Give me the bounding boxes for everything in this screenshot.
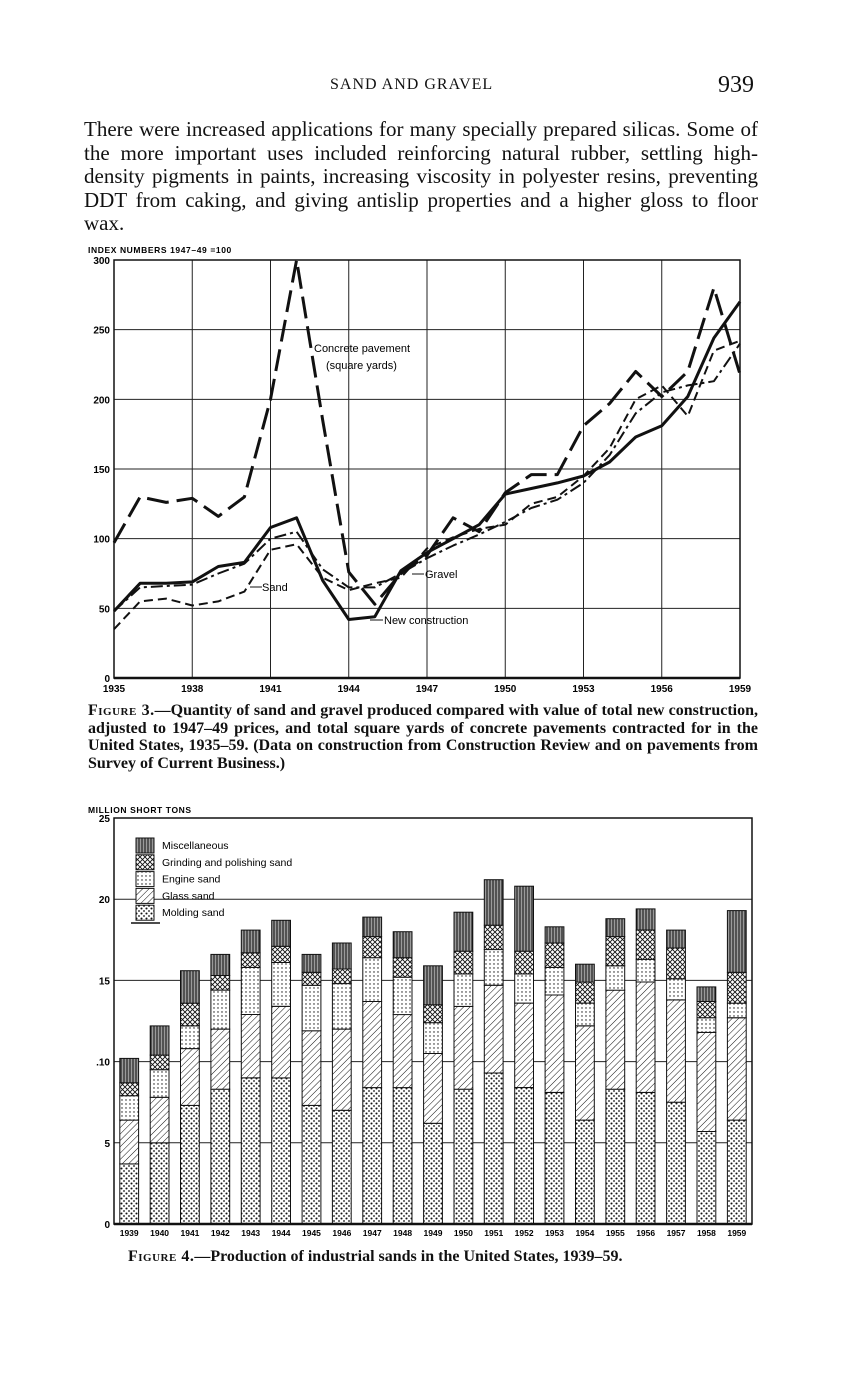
bar-segment-miscellaneous <box>241 930 260 953</box>
figure4-x-tick-label: 1945 <box>302 1228 321 1238</box>
figure3-y-tick-label: 50 <box>98 604 110 616</box>
bar-segment-grinding-and-polishing-sand <box>272 946 291 962</box>
bar-segment-grinding-and-polishing-sand <box>150 1055 169 1070</box>
figure4-x-tick-label: 1950 <box>453 1228 473 1238</box>
figure4-x-tick-label: 1940 <box>150 1228 170 1238</box>
figure3-x-tick-label: 1956 <box>650 684 673 695</box>
figure4-caption-text: —Production of industrial sands in the United States, 1939–59. <box>194 1248 623 1265</box>
figure4-x-tick-label: 1947 <box>362 1228 382 1238</box>
figure3-line-chart <box>0 240 864 695</box>
bar-segment-grinding-and-polishing-sand <box>211 976 230 991</box>
figure4-y-tick-label: 5 <box>104 1138 110 1150</box>
legend-label: Engine sand <box>162 873 221 886</box>
bar-segment-engine-sand <box>272 963 291 1007</box>
figure4-x-tick-label: 1959 <box>727 1228 747 1238</box>
figure3-label: Figure 3. <box>88 702 155 719</box>
bar-segment-molding-sand <box>636 1093 655 1225</box>
bar-segment-glass-sand <box>424 1054 443 1124</box>
figure3-y-tick-label: 0 <box>104 674 110 685</box>
bar-segment-molding-sand <box>545 1093 564 1225</box>
bar-segment-grinding-and-polishing-sand <box>484 925 503 949</box>
annotation-sand: Sand <box>262 582 288 594</box>
bar-segment-glass-sand <box>393 1015 412 1088</box>
bar-segment-grinding-and-polishing-sand <box>363 937 382 958</box>
bar-segment-molding-sand <box>241 1078 260 1224</box>
bar-segment-engine-sand <box>515 974 534 1003</box>
bar-segment-miscellaneous <box>393 932 412 958</box>
figure4-x-tick-label: 1941 <box>180 1228 200 1238</box>
figure4-x-tick-label: 1946 <box>332 1228 352 1238</box>
running-head: SAND AND GRAVEL <box>330 76 494 93</box>
bar-segment-glass-sand <box>272 1006 291 1078</box>
legend-swatch <box>136 888 154 903</box>
bar-segment-miscellaneous <box>181 971 200 1004</box>
bar-segment-miscellaneous <box>120 1058 139 1082</box>
bar-segment-miscellaneous <box>272 920 291 946</box>
bar-segment-glass-sand <box>636 982 655 1092</box>
bar-segment-engine-sand <box>484 950 503 986</box>
figure4-x-tick-label: 1953 <box>545 1228 564 1238</box>
bar-segment-engine-sand <box>241 967 260 1014</box>
bar-segment-glass-sand <box>211 1029 230 1089</box>
bar-segment-molding-sand <box>332 1110 351 1224</box>
bar-segment-molding-sand <box>181 1105 200 1224</box>
bar-segment-engine-sand <box>120 1096 139 1120</box>
bar-segment-engine-sand <box>697 1018 716 1033</box>
bar-segment-glass-sand <box>727 1018 746 1120</box>
legend-swatch <box>136 872 154 887</box>
bar-segment-molding-sand <box>363 1088 382 1224</box>
bar-segment-grinding-and-polishing-sand <box>697 1002 716 1018</box>
figure3-caption <box>88 702 758 772</box>
bar-segment-engine-sand <box>636 959 655 982</box>
figure4-x-tick-label: 1943 <box>241 1228 261 1238</box>
page-number: 939 <box>718 72 754 98</box>
bar-segment-miscellaneous <box>150 1026 169 1055</box>
bar-segment-molding-sand <box>515 1088 534 1224</box>
bar-segment-glass-sand <box>120 1120 139 1164</box>
figure4-caption <box>128 1248 778 1266</box>
bar-segment-grinding-and-polishing-sand <box>454 951 473 974</box>
annotation-gravel: Gravel <box>425 569 458 581</box>
figure3-y-tick-label: 250 <box>93 325 110 337</box>
bar-segment-grinding-and-polishing-sand <box>332 969 351 984</box>
legend-swatch <box>136 905 154 920</box>
bar-segment-engine-sand <box>727 1003 746 1018</box>
bar-segment-engine-sand <box>363 958 382 1002</box>
bar-segment-miscellaneous <box>484 880 503 926</box>
figure4-bars <box>120 880 746 1224</box>
bar-segment-miscellaneous <box>363 917 382 937</box>
legend-swatch <box>136 855 154 870</box>
bar-segment-molding-sand <box>424 1123 443 1224</box>
figure4-x-tick-label: 1944 <box>271 1228 291 1238</box>
figure3-x-tick-label: 1959 <box>728 684 752 695</box>
bar-segment-grinding-and-polishing-sand <box>576 982 595 1003</box>
bar-segment-glass-sand <box>697 1032 716 1131</box>
figure4-x-tick-label: 1955 <box>605 1228 625 1238</box>
bar-segment-grinding-and-polishing-sand <box>727 972 746 1003</box>
figure4-y-tick-label: 0 <box>104 1220 110 1231</box>
bar-segment-grinding-and-polishing-sand <box>667 948 686 979</box>
figure3-caption-text: —Quantity of sand and gravel produced compared with value of total new construction, adjusted to 1947–49 prices, and total square yards of concrete pavements contracted for in the United States, 1935–59. (Data on construction from Construction Review and on pavements from Survey of Current Business.) <box>88 702 759 772</box>
bar-segment-engine-sand <box>393 977 412 1014</box>
bar-segment-miscellaneous <box>515 886 534 951</box>
figure4-y-axis-label: MILLION SHORT TONS <box>88 805 192 815</box>
legend-label: Grinding and polishing sand <box>162 856 293 869</box>
bar-segment-glass-sand <box>454 1006 473 1089</box>
bar-segment-glass-sand <box>181 1049 200 1106</box>
bar-segment-molding-sand <box>484 1073 503 1224</box>
bar-segment-engine-sand <box>424 1023 443 1054</box>
bar-segment-glass-sand <box>576 1026 595 1120</box>
bar-segment-miscellaneous <box>424 966 443 1005</box>
bar-segment-engine-sand <box>332 984 351 1030</box>
figure3-y-tick-label: 100 <box>93 534 110 546</box>
bar-segment-engine-sand <box>211 990 230 1029</box>
body-paragraph: There were increased applications for many specially prepared silicas. Some of the more important uses included reinforcing natural rubber, settling high-density pigments in paints, increasing viscosity in polyester resins, preventing DDT from caking, and giving antislip properties and a higher gloss to floor wax. <box>84 117 758 235</box>
bar-segment-miscellaneous <box>636 909 655 930</box>
figure4-x-tick-label: 1958 <box>696 1228 716 1238</box>
bar-segment-grinding-and-polishing-sand <box>636 930 655 959</box>
bar-segment-glass-sand <box>363 1002 382 1088</box>
bar-segment-molding-sand <box>727 1120 746 1224</box>
bar-segment-grinding-and-polishing-sand <box>606 937 625 966</box>
bar-segment-molding-sand <box>211 1089 230 1224</box>
bar-segment-miscellaneous <box>211 954 230 975</box>
legend-label: Glass sand <box>162 890 215 903</box>
bar-segment-glass-sand <box>484 985 503 1073</box>
bar-segment-miscellaneous <box>332 943 351 969</box>
bar-segment-grinding-and-polishing-sand <box>424 1005 443 1023</box>
bar-segment-glass-sand <box>667 1000 686 1102</box>
bar-segment-glass-sand <box>332 1029 351 1110</box>
bar-segment-molding-sand <box>576 1120 595 1224</box>
bar-segment-molding-sand <box>120 1164 139 1224</box>
bar-segment-miscellaneous <box>454 912 473 951</box>
figure4-x-tick-label: 1952 <box>514 1228 534 1238</box>
bar-segment-miscellaneous <box>606 919 625 937</box>
figure4-x-tick-label: 1957 <box>666 1228 686 1238</box>
legend-swatch <box>136 838 154 853</box>
figure4-label: Figure 4. <box>128 1248 195 1265</box>
bar-segment-molding-sand <box>272 1078 291 1224</box>
figure4-y-tick-label: .10 <box>96 1057 110 1069</box>
figure3-x-tick-label: 1947 <box>415 684 439 695</box>
figure3-y-tick-label: 200 <box>93 395 110 407</box>
figure3-x-tick-label: 1938 <box>181 684 204 695</box>
figure3-x-tick-label: 1935 <box>102 684 126 695</box>
bar-segment-grinding-and-polishing-sand <box>302 972 321 985</box>
bar-segment-grinding-and-polishing-sand <box>393 958 412 978</box>
figure4-x-tick-label: 1948 <box>393 1228 413 1238</box>
bar-segment-glass-sand <box>150 1097 169 1143</box>
figure3-y-axis-label: INDEX NUMBERS 1947–49 =100 <box>88 245 232 255</box>
bar-segment-glass-sand <box>515 1003 534 1087</box>
figure4-x-tick-label: 1942 <box>210 1228 230 1238</box>
annotation-new-construction: New construction <box>384 615 469 627</box>
bar-segment-glass-sand <box>545 995 564 1092</box>
figure4-x-tick-label: 1951 <box>484 1228 504 1238</box>
bar-segment-molding-sand <box>150 1143 169 1224</box>
figure4-x-tick-label: 1949 <box>423 1228 443 1238</box>
legend-label: Miscellaneous <box>162 840 229 852</box>
bar-segment-glass-sand <box>302 1031 321 1106</box>
bar-segment-grinding-and-polishing-sand <box>181 1003 200 1026</box>
bar-segment-molding-sand <box>697 1131 716 1224</box>
figure3-y-tick-label: 150 <box>93 465 110 476</box>
figure4-x-tick-label: 1956 <box>636 1228 656 1238</box>
bar-segment-engine-sand <box>667 979 686 1000</box>
bar-segment-grinding-and-polishing-sand <box>545 943 564 967</box>
bar-segment-molding-sand <box>302 1105 321 1224</box>
bar-segment-grinding-and-polishing-sand <box>241 953 260 968</box>
figure4-x-tick-label: 1939 <box>119 1228 139 1238</box>
bar-segment-molding-sand <box>606 1089 625 1224</box>
figure3-y-tick-label: 300 <box>93 256 110 267</box>
bar-segment-grinding-and-polishing-sand <box>120 1083 139 1096</box>
figure3-x-tick-label: 1944 <box>337 684 360 695</box>
figure3-annotations <box>250 343 468 627</box>
bar-segment-engine-sand <box>181 1026 200 1049</box>
figure4-x-tick-label: 1954 <box>575 1228 595 1238</box>
annotation-square-yards: (square yards) <box>326 360 397 372</box>
bar-segment-grinding-and-polishing-sand <box>515 951 534 974</box>
bar-segment-engine-sand <box>454 974 473 1007</box>
bar-segment-molding-sand <box>454 1089 473 1224</box>
bar-segment-miscellaneous <box>545 927 564 943</box>
bar-segment-engine-sand <box>545 967 564 995</box>
figure4-legend <box>131 838 292 923</box>
bar-segment-engine-sand <box>576 1003 595 1026</box>
legend-label: Molding sand <box>162 907 225 920</box>
bar-segment-engine-sand <box>302 985 321 1031</box>
bar-segment-glass-sand <box>606 990 625 1089</box>
bar-segment-miscellaneous <box>667 930 686 948</box>
bar-segment-miscellaneous <box>576 964 595 982</box>
annotation-concrete-pavement: Concrete pavement <box>314 343 410 355</box>
bar-segment-miscellaneous <box>302 954 321 972</box>
bar-segment-miscellaneous <box>727 911 746 973</box>
figure4-y-tick-label: 25 <box>98 814 110 825</box>
bar-segment-glass-sand <box>241 1015 260 1078</box>
bar-segment-miscellaneous <box>697 987 716 1002</box>
figure4-y-tick-label: 20 <box>98 895 110 907</box>
figure3-x-tick-label: 1941 <box>259 684 282 695</box>
bar-segment-engine-sand <box>606 966 625 990</box>
bar-segment-molding-sand <box>393 1088 412 1224</box>
figure4-bar-chart <box>0 802 864 1242</box>
bar-segment-molding-sand <box>667 1102 686 1224</box>
figure3-x-tick-label: 1950 <box>494 684 517 695</box>
figure4-y-tick-label: 15 <box>98 976 110 988</box>
figure3-x-tick-label: 1953 <box>572 684 595 695</box>
bar-segment-engine-sand <box>150 1070 169 1098</box>
